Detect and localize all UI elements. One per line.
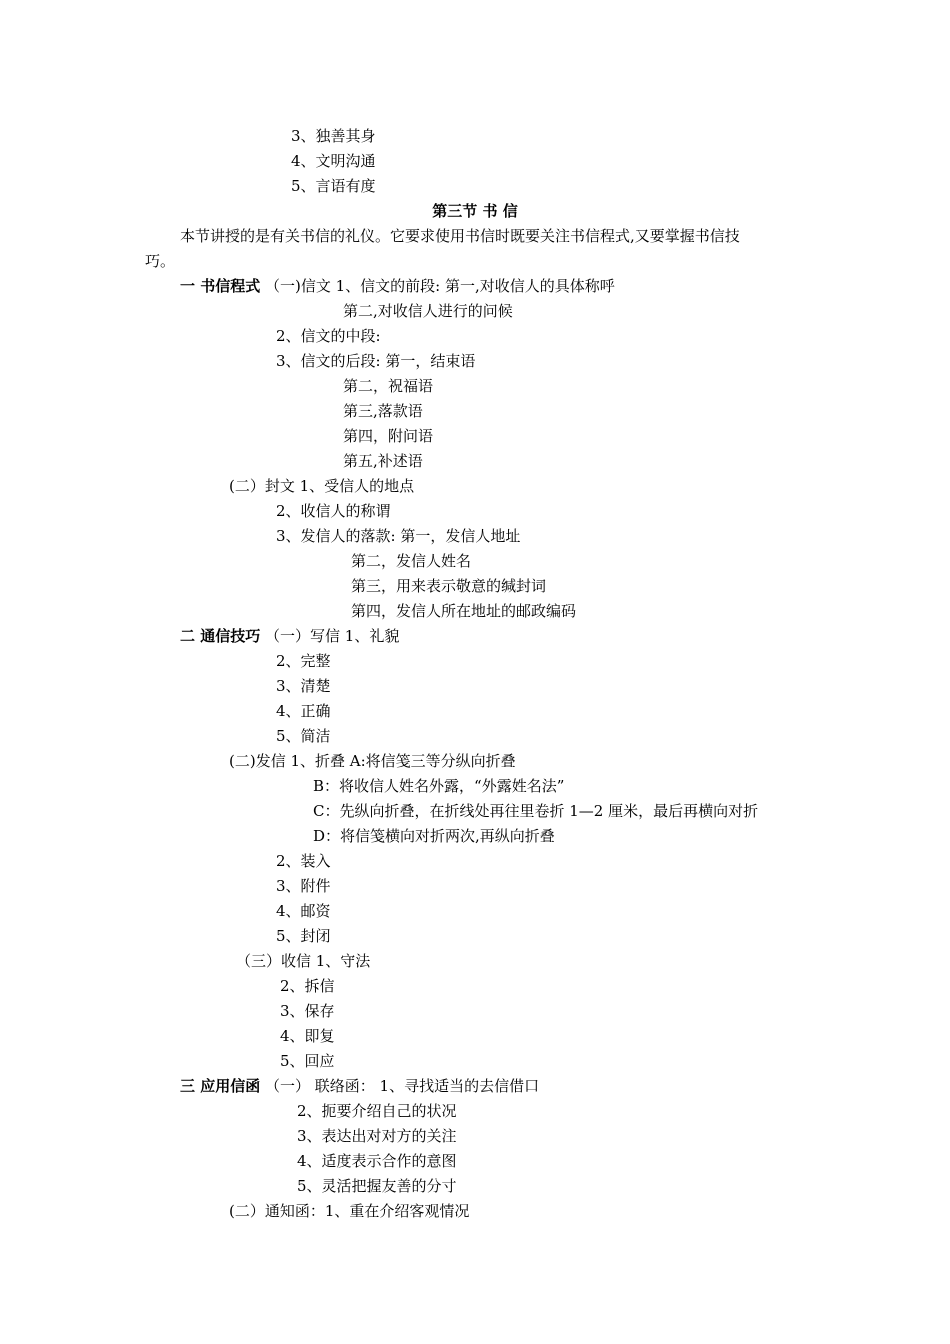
list-item: 4、即复 [280, 1027, 335, 1045]
list-item: 5、言语有度 [291, 177, 376, 195]
list-item: (二）封文 1、受信人的地点 [229, 477, 415, 495]
list-item: 4、适度表示合作的意图 [297, 1152, 457, 1170]
list-item: 3、附件 [276, 877, 331, 895]
list-item: 3、独善其身 [291, 127, 376, 145]
list-item: 第二，发信人姓名 [351, 552, 472, 570]
list-item: 5、回应 [280, 1052, 335, 1070]
heading-business-letters: 三 应用信函 （一） 联络函： 1、寻找适当的去信借口 [180, 1077, 540, 1095]
list-item: 2、装入 [276, 852, 331, 870]
list-item: 3、清楚 [276, 677, 331, 695]
intro-paragraph-line-1: 本节讲授的是有关书信的礼仪。它要求使用书信时既要关注书信程式,又要掌握书信技 [180, 227, 740, 245]
list-item: 第四，发信人所在地址的邮政编码 [351, 602, 577, 620]
list-item: 2、信文的中段: [276, 327, 381, 345]
list-item: 3、保存 [280, 1002, 335, 1020]
section-title: 第三节 书 信 [432, 202, 518, 220]
list-item: 5、灵活把握友善的分寸 [297, 1177, 457, 1195]
list-item: 4、邮资 [276, 902, 331, 920]
heading-letter-format: 一 书信程式 （一)信文 1、信文的前段: 第一,对收信人的具体称呼 [180, 277, 615, 295]
list-item: 3、发信人的落款: 第一，发信人地址 [276, 527, 521, 545]
list-item: 第四，附问语 [343, 427, 434, 445]
intro-paragraph-line-2: 巧。 [145, 252, 176, 270]
list-item: （三）收信 1、守法 [236, 952, 371, 970]
heading-communication-skills: 二 通信技巧 （一）写信 1、礼貌 [180, 627, 400, 645]
list-item: (二)发信 1、折叠 A:将信笺三等分纵向折叠 [229, 752, 516, 770]
list-item: 第三，用来表示敬意的缄封词 [351, 577, 547, 595]
list-item: D：将信笺横向对折两次,再纵向折叠 [313, 827, 555, 845]
list-item: 5、封闭 [276, 927, 331, 945]
list-item: 3、信文的后段: 第一，结束语 [276, 352, 476, 370]
list-item: C：先纵向折叠，在折线处再往里卷折 1—2 厘米，最后再横向对折 [313, 802, 759, 820]
list-item: 4、正确 [276, 702, 331, 720]
list-item: 2、收信人的称谓 [276, 502, 391, 520]
list-item: 5、简洁 [276, 727, 331, 745]
list-item: 第二，祝福语 [343, 377, 434, 395]
list-item: 4、文明沟通 [291, 152, 376, 170]
list-item: 3、表达出对对方的关注 [297, 1127, 457, 1145]
list-item: 2、完整 [276, 652, 331, 670]
list-item: (二）通知函：1、重在介绍客观情况 [229, 1202, 470, 1220]
list-item: B：将收信人姓名外露，“外露姓名法” [313, 777, 565, 795]
list-item: 2、扼要介绍自己的状况 [297, 1102, 457, 1120]
list-item: 第五,补述语 [343, 452, 423, 470]
list-item: 第三,落款语 [343, 402, 423, 420]
list-item: 第二,对收信人进行的问候 [343, 302, 513, 320]
list-item: 2、拆信 [280, 977, 335, 995]
